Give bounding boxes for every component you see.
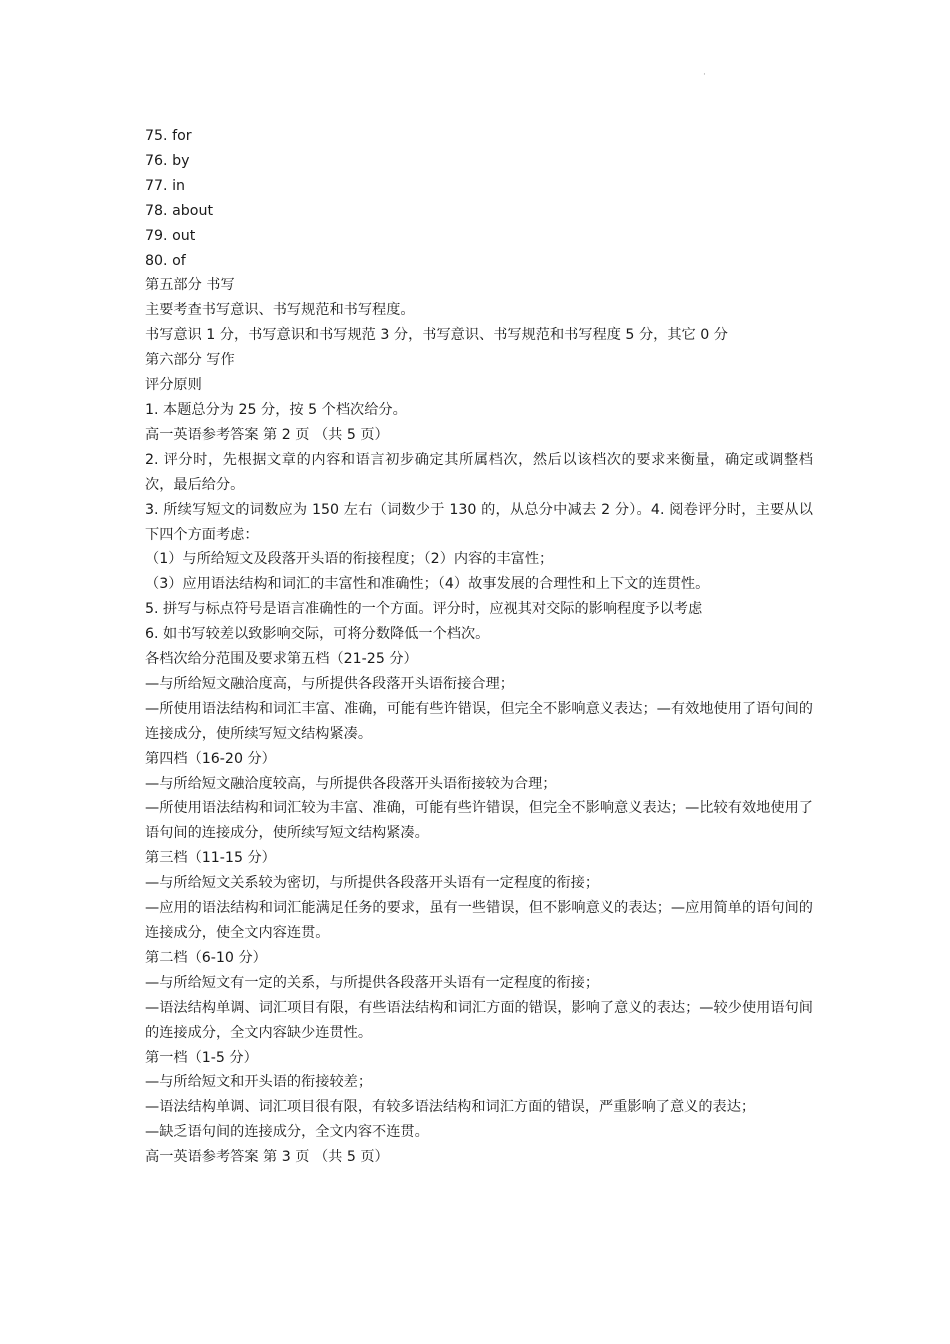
grade-two-item-1: —与所给短文有一定的关系，与所提供各段落开头语有一定程度的衔接； [145,974,600,991]
document-body [145,124,813,1170]
grade-three-item-1: —与所给短文关系较为密切，与所提供各段落开头语有一定程度的衔接； [145,875,600,892]
principle-5: 5. 拼写与标点符号是语言准确性的一个方面。评分时，应视其对交际的影响程度予以考虑 [145,601,703,618]
grade-four-item-2: —所使用语法结构和词汇较为丰富、准确，可能有些许错误，但完全不影响意义表达；—比较有效地使用了语句间的连接成分，使所续写短文结构紧凑。 [145,800,813,842]
corner-mark: · [703,70,706,80]
answer-77: 77. in [145,177,186,194]
grade-four-item-1: —与所给短文融洽度较高，与所提供各段落开头语衔接较为合理； [145,775,557,792]
principle-2: 2. 评分时，先根据文章的内容和语言初步确定其所属档次，然后以该档次的要求来衡量，确定或调整档次，最后给分。 [145,451,813,493]
answer-79: 79. out [145,227,196,244]
answer-76: 76. by [145,152,190,169]
principle-1: 1. 本题总分为 25 分，按 5 个档次给分。 [145,401,407,418]
grade-two-heading: 第二档（6-10 分） [145,949,267,966]
grade-one-item-2: —语法结构单调、词汇项目很有限，有较多语法结构和词汇方面的错误，严重影响了意义的表达； [145,1099,756,1116]
grade-five-item-1: —与所给短文融洽度高，与所提供各段落开头语衔接合理； [145,675,514,692]
answer-75: 75. for [145,128,192,144]
grade-one-heading: 第一档（1-5 分） [145,1049,258,1066]
grade-one-item-1: —与所给短文和开头语的衔接较差； [145,1074,373,1091]
grade-three-heading: 第三档（11-15 分） [145,850,276,867]
grade-three-item-2: —应用的语法结构和词汇能满足任务的要求，虽有一些错误，但不影响意义的表达；—应用简单的语句间的连接成分，使全文内容连贯。 [145,900,813,941]
writing-scoring-rule: 书写意识 1 分，书写意识和书写规范 3 分，书写意识、书写规范和书写程度 5 分，其它 0 分 [145,327,728,344]
grade-two-item-2: —语法结构单调、词汇项目有限，有些语法结构和词汇方面的错误，影响了意义的表达；—较少使用语句间的连接成分，全文内容缺少连贯性。 [145,999,813,1041]
grade-one-item-3: —缺乏语句间的连接成分，全文内容不连贯。 [145,1124,429,1141]
grade-five-heading: 各档次给分范围及要求第五档（21-25 分） [145,651,418,668]
section-five-heading: 第五部分 书写 [145,277,235,294]
criteria-1-2: （1）与所给短文及段落开头语的衔接程度；（2）内容的丰富性； [145,551,554,568]
answer-78: 78. about [145,202,214,219]
answer-80: 80. of [145,252,186,269]
grade-four-heading: 第四档（16-20 分） [145,750,276,767]
section-five-description: 主要考查书写意识、书写规范和书写程度。 [145,302,415,319]
grade-five-item-2: —所使用语法结构和词汇丰富、准确，可能有些许错误，但完全不影响意义表达；—有效地使用了语句间的连接成分，使所续写短文结构紧凑。 [145,700,813,742]
criteria-3-4: （3）应用语法结构和词汇的丰富性和准确性；（4）故事发展的合理性和上下文的连贯性。 [145,576,710,593]
scoring-principles-heading: 评分原则 [145,377,202,394]
page-footer-3: 高一英语参考答案 第 3 页 （共 5 页） [145,1149,389,1166]
principle-6: 6. 如书写较差以致影响交际，可将分数降低一个档次。 [145,626,490,643]
page-footer-2: 高一英语参考答案 第 2 页 （共 5 页） [145,426,389,443]
section-six-heading: 第六部分 写作 [145,352,235,369]
principle-3-4: 3. 所续写短文的词数应为 150 左右（词数少于 130 的，从总分中减去 2 分）。4. 阅卷评分时，主要从以下四个方面考虑： [145,501,813,543]
